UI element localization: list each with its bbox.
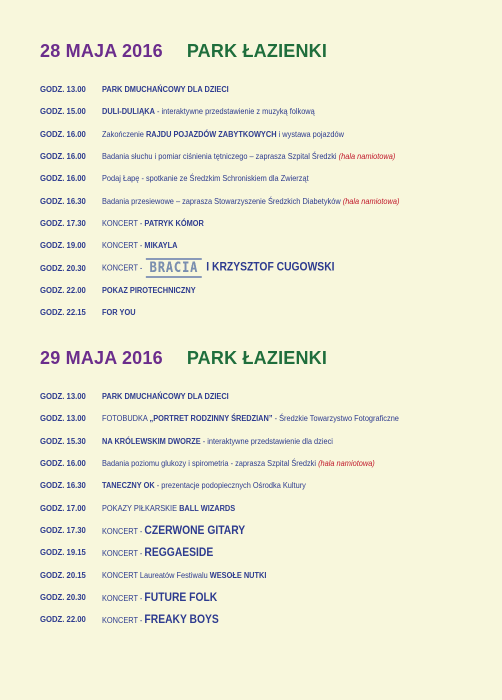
- event-time: GODZ. 15.30: [40, 435, 86, 446]
- schedule-row: [40, 234, 490, 256]
- event-text: KONCERT -: [102, 261, 145, 272]
- event-description: [102, 84, 436, 94]
- event-time: GODZ. 19.15: [40, 547, 86, 558]
- event-text: - interaktywne przedstawienie dla dzieci: [200, 435, 333, 446]
- event-time: GODZ. 20.15: [40, 569, 86, 580]
- event-time: GODZ. 17.30: [40, 524, 86, 535]
- schedule-row: [40, 78, 490, 100]
- event-text: POKAZ PIROTECHNICZNY: [102, 284, 196, 295]
- event-description: [102, 458, 436, 468]
- event-text: FOR YOU: [102, 307, 136, 318]
- event-time: GODZ. 13.00: [40, 413, 86, 424]
- schedule-row: [40, 407, 490, 429]
- schedule-row: [40, 145, 490, 167]
- event-text: KONCERT Laureatów Festiwalu: [102, 569, 210, 580]
- day-section-1: [40, 38, 490, 323]
- event-time: GODZ. 16.30: [40, 195, 86, 206]
- event-time: GODZ. 20.30: [40, 262, 86, 273]
- schedule-row: [40, 123, 490, 145]
- location-note: (hala namiotowa): [318, 458, 375, 469]
- day-heading-2: [40, 345, 490, 371]
- event-time: GODZ. 20.30: [40, 591, 86, 602]
- schedule-row: [40, 301, 490, 323]
- event-text: KONCERT -: [102, 615, 145, 626]
- event-text: RAJDU POJAZDÓW ZABYTKOWYCH: [145, 128, 277, 139]
- event-description: [102, 218, 436, 228]
- schedule-row: [40, 541, 490, 563]
- event-text: - interaktywne przedstawienie z muzyką folkową: [154, 106, 315, 117]
- schedule-row: [40, 563, 490, 585]
- event-text: KONCERT -: [102, 240, 145, 251]
- event-time: GODZ. 16.00: [40, 128, 86, 139]
- event-text: TANECZNY OK: [102, 480, 155, 491]
- event-description: [102, 307, 436, 317]
- event-description: [102, 413, 436, 423]
- event-text: PARK DMUCHAŃCOWY DLA DZIECI: [102, 391, 229, 402]
- schedule-row: [40, 519, 490, 541]
- event-time: GODZ. 13.00: [40, 391, 86, 402]
- event-text: POKAZY PIŁKARSKIE: [102, 502, 180, 513]
- day-date: 28 MAJA 2016: [40, 40, 163, 61]
- event-text: - prezentacje podopiecznych Ośrodka Kultury: [154, 480, 306, 491]
- schedule-row: [40, 385, 490, 407]
- event-text: FOTOBUDKA: [102, 413, 150, 424]
- event-time: GODZ. 16.00: [40, 458, 86, 469]
- event-description: [102, 129, 436, 139]
- schedule-row: [40, 167, 490, 189]
- day-place: PARK ŁAZIENKI: [186, 40, 328, 61]
- event-text: REGGAESIDE: [144, 545, 214, 560]
- event-text: Badania poziomu glukozy i spirometria - zaprasza Szpital Średzki: [102, 458, 319, 469]
- event-time: GODZ. 22.15: [40, 307, 86, 318]
- schedule-list: [40, 385, 490, 630]
- event-text: I KRZYSZTOF CUGOWSKI: [203, 258, 335, 273]
- schedule-row: [40, 496, 490, 518]
- event-description: [102, 503, 436, 513]
- schedule-row: [40, 100, 490, 122]
- event-time: GODZ. 17.30: [40, 217, 86, 228]
- schedule-row: [40, 212, 490, 234]
- schedule-row: [40, 474, 490, 496]
- schedule-row: [40, 452, 490, 474]
- event-text: Podaj Łapę - spotkanie ze Średzkim Schroniskiem dla Zwierząt: [102, 173, 309, 184]
- event-time: GODZ. 22.00: [40, 614, 86, 625]
- event-time: GODZ. 16.00: [40, 173, 86, 184]
- day-place: PARK ŁAZIENKI: [186, 347, 328, 368]
- event-text: KONCERT -: [102, 592, 145, 603]
- event-text: CZERWONE GITARY: [144, 522, 246, 537]
- event-time: GODZ. 15.00: [40, 106, 86, 117]
- event-text: NA KRÓLEWSKIM DWORZE: [102, 435, 201, 446]
- event-description: [102, 590, 436, 604]
- event-description: [102, 258, 436, 278]
- day-date: 29 MAJA 2016: [40, 347, 163, 368]
- event-text: Badania przesiewowe – zaprasza Stowarzyszenie Średzkich Diabetyków: [102, 195, 343, 206]
- event-text: Zakończenie: [102, 128, 146, 139]
- event-text: FREAKY BOYS: [144, 612, 219, 627]
- event-text: - Średzkie Towarzystwo Fotograficzne: [272, 413, 399, 424]
- event-text: MIKAYLA: [144, 240, 178, 251]
- event-description: [102, 285, 436, 295]
- event-time: GODZ. 22.00: [40, 284, 86, 295]
- event-description: [102, 436, 436, 446]
- event-description: [102, 570, 436, 580]
- event-time: GODZ. 16.00: [40, 151, 86, 162]
- event-description: [102, 612, 436, 626]
- event-time: GODZ. 19.00: [40, 240, 86, 251]
- event-text: i wystawa pojazdów: [276, 128, 344, 139]
- location-note: (hala namiotowa): [342, 195, 400, 206]
- event-text: Badania słuchu i pomiar ciśnienia tętniczego – zaprasza Szpital Średzki: [102, 151, 339, 162]
- schedule-row: [40, 279, 490, 301]
- event-text: PATRYK KÓMOR: [144, 217, 204, 228]
- day-section-2: [40, 345, 490, 630]
- event-text: „PORTRET RODZINNY ŚREDZIAN”: [149, 413, 273, 424]
- schedule-row: [40, 586, 490, 608]
- event-time: GODZ. 16.30: [40, 480, 86, 491]
- event-description: [102, 545, 436, 559]
- event-text: WESOŁE NUTKI: [209, 569, 267, 580]
- event-time: GODZ. 13.00: [40, 84, 86, 95]
- event-description: [102, 196, 436, 206]
- event-description: [102, 173, 436, 183]
- band-logo-text: BRACIA: [146, 258, 202, 278]
- event-description: [102, 523, 436, 537]
- event-description: [102, 106, 436, 116]
- event-description: [102, 480, 436, 490]
- event-description: [102, 391, 436, 401]
- event-text: FUTURE FOLK: [144, 589, 218, 604]
- event-text: KONCERT -: [102, 525, 145, 536]
- schedule-row: [40, 430, 490, 452]
- event-text: KONCERT -: [102, 217, 145, 228]
- location-note: (hala namiotowa): [338, 151, 396, 162]
- schedule-row: [40, 189, 490, 211]
- event-text: DULI-DULIĄKA: [102, 106, 155, 117]
- day-heading-1: [40, 38, 490, 64]
- schedule-row: [40, 608, 490, 630]
- schedule-row: [40, 256, 490, 278]
- event-description: [102, 151, 436, 161]
- event-text: BALL WIZARDS: [179, 502, 236, 513]
- event-text: KONCERT -: [102, 548, 145, 559]
- event-time: GODZ. 17.00: [40, 502, 86, 513]
- event-text: PARK DMUCHAŃCOWY DLA DZIECI: [102, 84, 229, 95]
- schedule-list: [40, 78, 490, 323]
- event-description: [102, 240, 436, 250]
